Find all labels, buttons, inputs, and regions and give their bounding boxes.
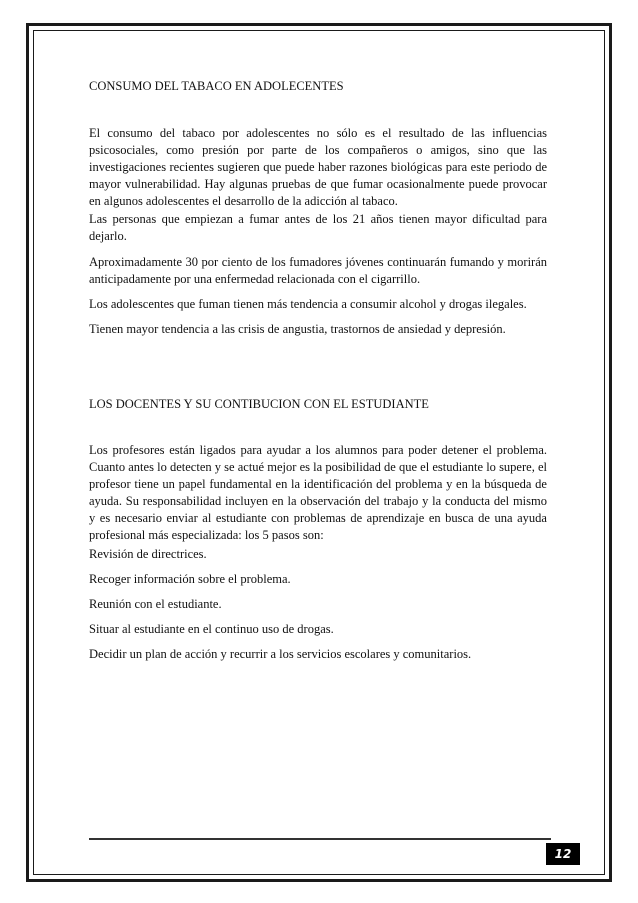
paragraph: Los profesores están ligados para ayudar a los alumnos para poder detener el problema. Cuanto antes lo detecten y se actué mejor es la posibilidad de que el estudiante lo supere, el profesor tiene un papel fundamental en la identificación del problema y en la búsqueda de ayuda. Su responsabilidad incluyen en la observación del trabajo y la conducta del mismo y es necesario enviar al estudiante con problemas de aprendizaje en busca de una ayuda profesional más especializada: los 5 pasos son: bbox=[89, 443, 547, 542]
section-title-docentes: LOS DOCENTES Y SU CONTIBUCION CON EL ESTUDIANTE bbox=[89, 397, 429, 411]
paragraph: El consumo del tabaco por adolescentes no sólo es el resultado de las influencias psicosociales, como presión por parte de los compañeros o amigos, sino que las investigaciones recientes sugieren que puede haber razones biológicas para este periodo de mayor vulnerabilidad. Hay algunas pruebas de que fumar ocasionalmente puede provocar en algunos adolescentes el desarrollo de la adicción al tabaco. bbox=[89, 126, 547, 208]
list-item: Decidir un plan de acción y recurrir a los servicios escolares y comunitarios. bbox=[89, 647, 472, 661]
paragraph: Tienen mayor tendencia a las crisis de angustia, trastornos de ansiedad y depresión. bbox=[89, 322, 506, 336]
footer-divider bbox=[89, 838, 551, 840]
list-item: Recoger información sobre el problema. bbox=[89, 572, 291, 586]
list-item: Revisión de directrices. bbox=[89, 547, 207, 561]
paragraph: Las personas que empiezan a fumar antes de los 21 años tienen mayor dificultad para dejarlo. bbox=[89, 212, 547, 243]
section-title-tabaco: CONSUMO DEL TABACO EN ADOLECENTES bbox=[89, 79, 344, 93]
list-item: Situar al estudiante en el continuo uso de drogas. bbox=[89, 622, 334, 636]
list-item: Reunión con el estudiante. bbox=[89, 597, 222, 611]
page-number: 12 bbox=[546, 843, 580, 865]
paragraph: Los adolescentes que fuman tienen más tendencia a consumir alcohol y drogas ilegales. bbox=[89, 297, 527, 311]
paragraph: Aproximadamente 30 por ciento de los fumadores jóvenes continuarán fumando y morirán anticipadamente por una enfermedad relacionada con el cigarrillo. bbox=[89, 255, 547, 286]
